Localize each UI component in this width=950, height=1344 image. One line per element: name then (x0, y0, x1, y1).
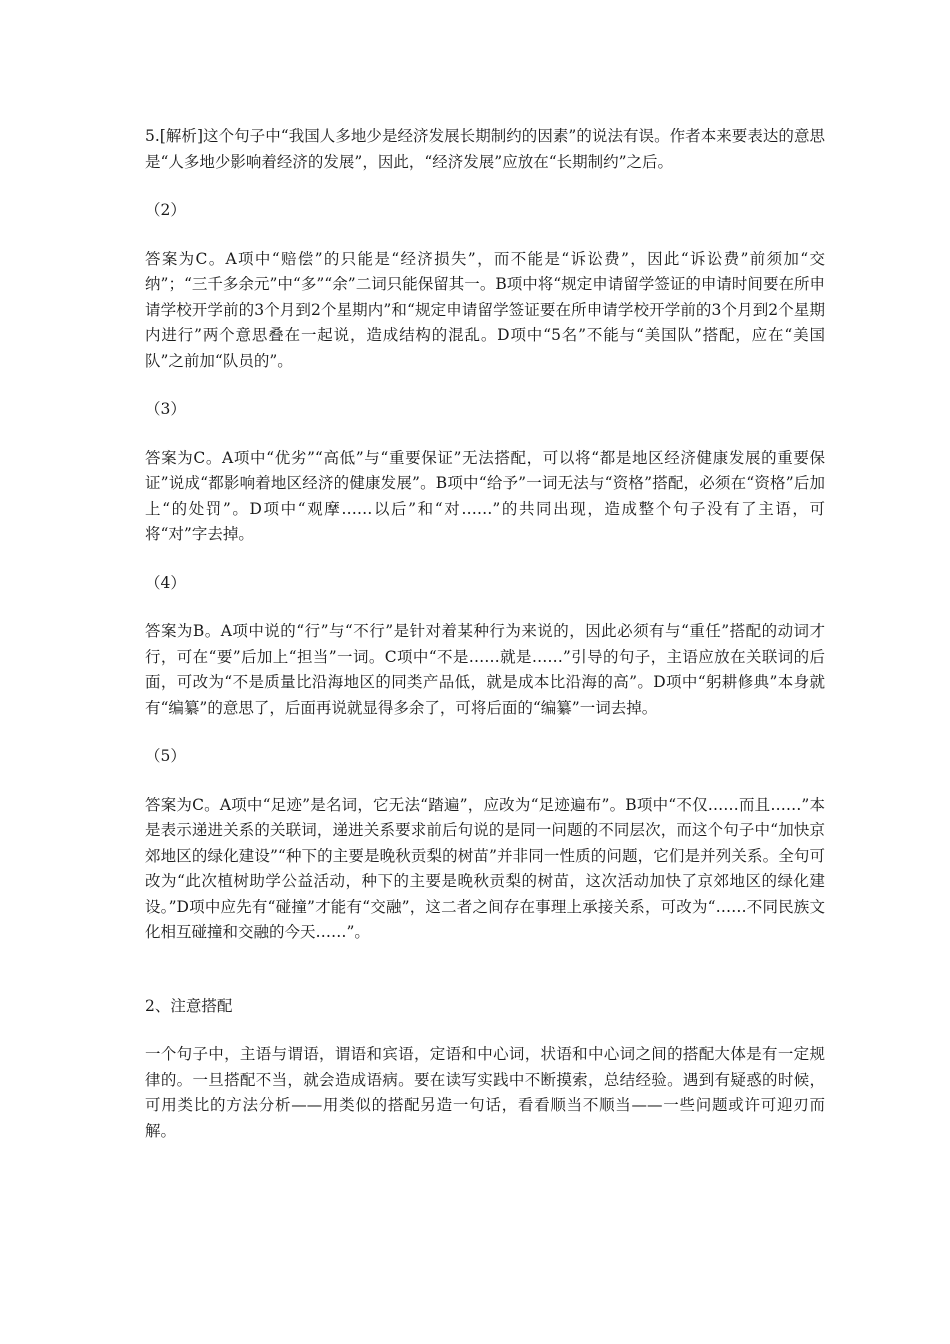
spacer (145, 1019, 825, 1042)
spacer (145, 770, 825, 793)
item-label-5: （5） (145, 747, 186, 765)
spacer (145, 548, 825, 571)
spacer (145, 596, 825, 619)
spacer (145, 175, 825, 198)
answer-paragraph-2: 答案为C。A项中“赔偿”的只能是“经济损失”，而不能是“诉讼费”，因此“诉讼费”前须加“交纳”；“三千多余元”中“多”“余”二词只能保留其一。B项中将“规定申请留学签证的申请时间要在所申请学校开学前的3个月到2个星期内”和“规定申请留学签证要在所申请学校开学前的3个月到2个星期内进行”两个意思叠在一起说，造成结构的混乱。D项中“5名”不能与“美国队”搭配，应在“美国队”之前加“队员的”。 (145, 249, 825, 370)
intro-paragraph: 一个句子中，主语与谓语，谓语和宾语，定语和中心词，状语和中心词之间的搭配大体是有一定规律的。一旦搭配不当，就会造成语病。要在读写实践中不断摸索，总结经验。遇到有疑惑的时候，可用类比的方法分析——用类似的搭配另造一句话，看看顺当不顺当——一些问题或许可迎刃而解。 (145, 1045, 825, 1140)
document-body (145, 124, 825, 1144)
answer-paragraph-4: 答案为B。A项中说的“行”与“不行”是针对着某种行为来说的，因此必须有与“重任”搭配的动词才行，可在“要”后加上“担当”一词。C项中“不是……就是……”引导的句子，主语应放在关联词的后面，可改为“不是质量比沿海地区的同类产品低，就是成本比沿海的高”。D项中“躬耕修典”本身就有“编纂”的意思了，后面再说就显得多余了，可将后面的“编纂”一词去掉。 (145, 622, 825, 717)
item-label-3: （3） (145, 400, 186, 418)
spacer (145, 423, 825, 446)
spacer (145, 374, 825, 397)
answer-paragraph-3: 答案为C。A项中“优劣”“高低”与“重要保证”无法搭配，可以将“都是地区经济健康发展的重要保证”说成“都影响着地区经济的健康发展”。B项中“给予”一词无法与“资格”搭配，必须在“资格”后加上“的处罚”。D项中“观摩……以后”和“对……”的共同出现，造成整个句子没有了主语，可将“对”字去掉。 (145, 448, 825, 543)
section-heading: 2、注意搭配 (145, 996, 233, 1015)
item-label-2: （2） (145, 201, 186, 219)
spacer (145, 946, 825, 994)
item-label-4: （4） (145, 573, 186, 592)
spacer (145, 224, 825, 247)
analysis-paragraph-5: 5.[解析]这个句子中“我国人多地少是经济发展长期制约的因素”的说法有误。作者本来要表达的意思是“人多地少影响着经济的发展”，因此，“经济发展”应放在“长期制约”之后。 (145, 127, 825, 171)
answer-paragraph-5: 答案为C。A项中“足迹”是名词，它无法“踏遍”，应改为“足迹遍布”。B项中“不仅……而且……”本是表示递进关系的关联词，递进关系要求前后句说的是同一问题的不同层次，而这个句子中“加快京郊地区的绿化建设”“种下的主要是晚秋贡梨的树苗”并非同一性质的问题，它们是并列关系。全句可改为“此次植树助学公益活动，种下的主要是晚秋贡梨的树苗，这次活动加快了京郊地区的绿化建设。”D项中应先有“碰撞”才能有“交融”，这二者之间存在事理上承接关系，可改为“……不同民族文化相互碰撞和交融的今天……”。 (145, 795, 825, 941)
spacer (145, 721, 825, 744)
